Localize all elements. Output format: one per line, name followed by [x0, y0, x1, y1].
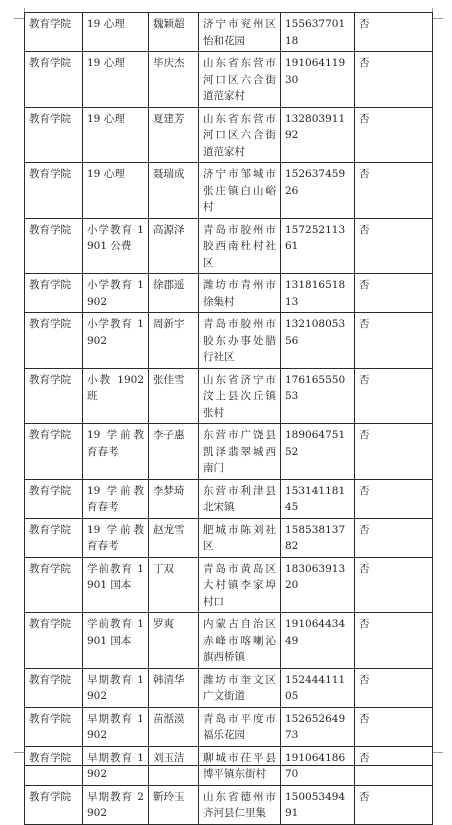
flag-cell: 否 [355, 785, 433, 824]
phone-cell: 15853813782 [281, 518, 355, 557]
address-cell: 青岛市平度市福乐花园 [199, 707, 281, 746]
phone-cell: 15244411105 [281, 668, 355, 707]
flag-cell: 否 [355, 13, 433, 52]
table-row [25, 479, 433, 518]
class-cell: 19 心理 [83, 52, 149, 108]
phone-cell: 15563770118 [281, 13, 355, 52]
flag-cell: 否 [355, 613, 433, 669]
class-cell: 早期教育 2902 [83, 785, 149, 824]
address-cell: 济宁市邹城市张庄镇白山峪村 [199, 163, 281, 219]
class-cell: 早期教育 1902 [83, 707, 149, 746]
college-cell: 教育学院 [25, 557, 83, 613]
college-cell: 教育学院 [25, 668, 83, 707]
flag-cell: 否 [355, 163, 433, 219]
flag-cell: 否 [355, 668, 433, 707]
name-cell: 丁双 [149, 557, 199, 613]
class-cell: 早期教育 1902 [83, 668, 149, 707]
class-cell: 19 心理 [83, 107, 149, 163]
name-cell: 夏建芳 [149, 107, 199, 163]
table-row [25, 707, 433, 746]
class-cell: 19 心理 [83, 163, 149, 219]
phone-cell: 13280391192 [281, 107, 355, 163]
table-row [25, 13, 433, 52]
college-cell: 教育学院 [25, 13, 83, 52]
name-cell: 赵龙雪 [149, 518, 199, 557]
phone-cell: 17616555053 [281, 368, 355, 424]
table-row [25, 313, 433, 369]
college-cell: 教育学院 [25, 518, 83, 557]
phone-cell: 19106443449 [281, 613, 355, 669]
address-cell: 青岛市黄岛区大村镇李家埠村口 [199, 557, 281, 613]
class-cell: 小学教育 1902 [83, 274, 149, 313]
class-cell: 19 学前教育春考 [83, 424, 149, 480]
name-cell: 靳玲玉 [149, 785, 199, 824]
flag-cell: 否 [355, 479, 433, 518]
college-cell: 教育学院 [25, 274, 83, 313]
address-cell: 聊城市茌平县博平镇东街村 [199, 746, 281, 785]
flag-cell: 否 [355, 107, 433, 163]
crop-mark-top-right [432, 8, 443, 19]
flag-cell: 否 [355, 557, 433, 613]
college-cell: 教育学院 [25, 746, 83, 785]
name-cell: 韩清华 [149, 668, 199, 707]
flag-cell: 否 [355, 274, 433, 313]
class-cell: 学前教育 1901 国本 [83, 557, 149, 613]
phone-cell: 15314118145 [281, 479, 355, 518]
name-cell: 苗湉漠 [149, 707, 199, 746]
table-row [25, 274, 433, 313]
address-cell: 内蒙古自治区赤峰市喀喇沁旗西桥镇 [199, 613, 281, 669]
address-cell: 山东省东营市河口区六合街道范家村 [199, 52, 281, 108]
table-row [25, 557, 433, 613]
phone-cell: 18906475152 [281, 424, 355, 480]
college-cell: 教育学院 [25, 785, 83, 824]
class-cell: 小学教育 1902 [83, 313, 149, 369]
college-cell: 教育学院 [25, 424, 83, 480]
address-cell: 山东省德州市齐河县仁里集 [199, 785, 281, 824]
address-cell: 青岛市胶州市胶西南杜村社区 [199, 218, 281, 274]
college-cell: 教育学院 [25, 707, 83, 746]
table-row [25, 785, 433, 824]
name-cell: 李子惠 [149, 424, 199, 480]
phone-cell: 15725211361 [281, 218, 355, 274]
college-cell: 教育学院 [25, 479, 83, 518]
class-cell: 早期教育 1902 [83, 746, 149, 785]
address-cell: 肥城市陈刘社区 [199, 518, 281, 557]
address-cell: 山东省东营市河口区六合街道范家村 [199, 107, 281, 163]
student-roster-table [24, 12, 433, 825]
roster-body [25, 13, 433, 825]
flag-cell: 否 [355, 218, 433, 274]
address-cell: 山东省济宁市汶上县次丘镇张村 [199, 368, 281, 424]
flag-cell: 否 [355, 313, 433, 369]
name-cell: 徐郡遥 [149, 274, 199, 313]
college-cell: 教育学院 [25, 313, 83, 369]
class-cell: 19 心理 [83, 13, 149, 52]
address-cell: 青岛市胶州市胶东办事处腊行社区 [199, 313, 281, 369]
flag-cell: 否 [355, 368, 433, 424]
phone-cell: 19106411930 [281, 52, 355, 108]
college-cell: 教育学院 [25, 52, 83, 108]
name-cell: 张佳雪 [149, 368, 199, 424]
table-row [25, 368, 433, 424]
table-bottom-rule [24, 765, 432, 766]
class-cell: 小教 1902 班 [83, 368, 149, 424]
address-cell: 潍坊市奎文区广文街道 [199, 668, 281, 707]
phone-cell: 15005349491 [281, 785, 355, 824]
class-cell: 学前教育 1901 国本 [83, 613, 149, 669]
name-cell: 魏颖超 [149, 13, 199, 52]
name-cell: 聂瑞成 [149, 163, 199, 219]
table-row [25, 613, 433, 669]
address-cell: 潍坊市青州市徐集村 [199, 274, 281, 313]
name-cell: 罗爽 [149, 613, 199, 669]
table-row [25, 52, 433, 108]
crop-mark-bottom-right [432, 752, 443, 763]
name-cell: 高源泽 [149, 218, 199, 274]
name-cell: 周新宇 [149, 313, 199, 369]
name-cell: 李梦琦 [149, 479, 199, 518]
class-cell: 小学教育 1901 公费 [83, 218, 149, 274]
table-row [25, 518, 433, 557]
phone-cell: 19106418670 [281, 746, 355, 785]
phone-cell: 18306391320 [281, 557, 355, 613]
college-cell: 教育学院 [25, 368, 83, 424]
college-cell: 教育学院 [25, 163, 83, 219]
class-cell: 19 学前教育春考 [83, 518, 149, 557]
table-row [25, 424, 433, 480]
phone-cell: 15265264973 [281, 707, 355, 746]
flag-cell: 否 [355, 52, 433, 108]
college-cell: 教育学院 [25, 107, 83, 163]
table-row [25, 163, 433, 219]
address-cell: 东营市利津县北宋镇 [199, 479, 281, 518]
phone-cell: 13210805356 [281, 313, 355, 369]
flag-cell: 否 [355, 707, 433, 746]
address-cell: 东营市广饶县凯泽翡翠城西南门 [199, 424, 281, 480]
phone-cell: 13181651813 [281, 274, 355, 313]
table-row [25, 107, 433, 163]
flag-cell: 否 [355, 518, 433, 557]
college-cell: 教育学院 [25, 613, 83, 669]
college-cell: 教育学院 [25, 218, 83, 274]
table-row [25, 218, 433, 274]
name-cell: 刘玉洁 [149, 746, 199, 785]
name-cell: 毕庆杰 [149, 52, 199, 108]
flag-cell: 否 [355, 746, 433, 785]
address-cell: 济宁市兖州区怡和花园 [199, 13, 281, 52]
flag-cell: 否 [355, 424, 433, 480]
class-cell: 19 学前教育春考 [83, 479, 149, 518]
phone-cell: 15263745926 [281, 163, 355, 219]
table-row [25, 668, 433, 707]
